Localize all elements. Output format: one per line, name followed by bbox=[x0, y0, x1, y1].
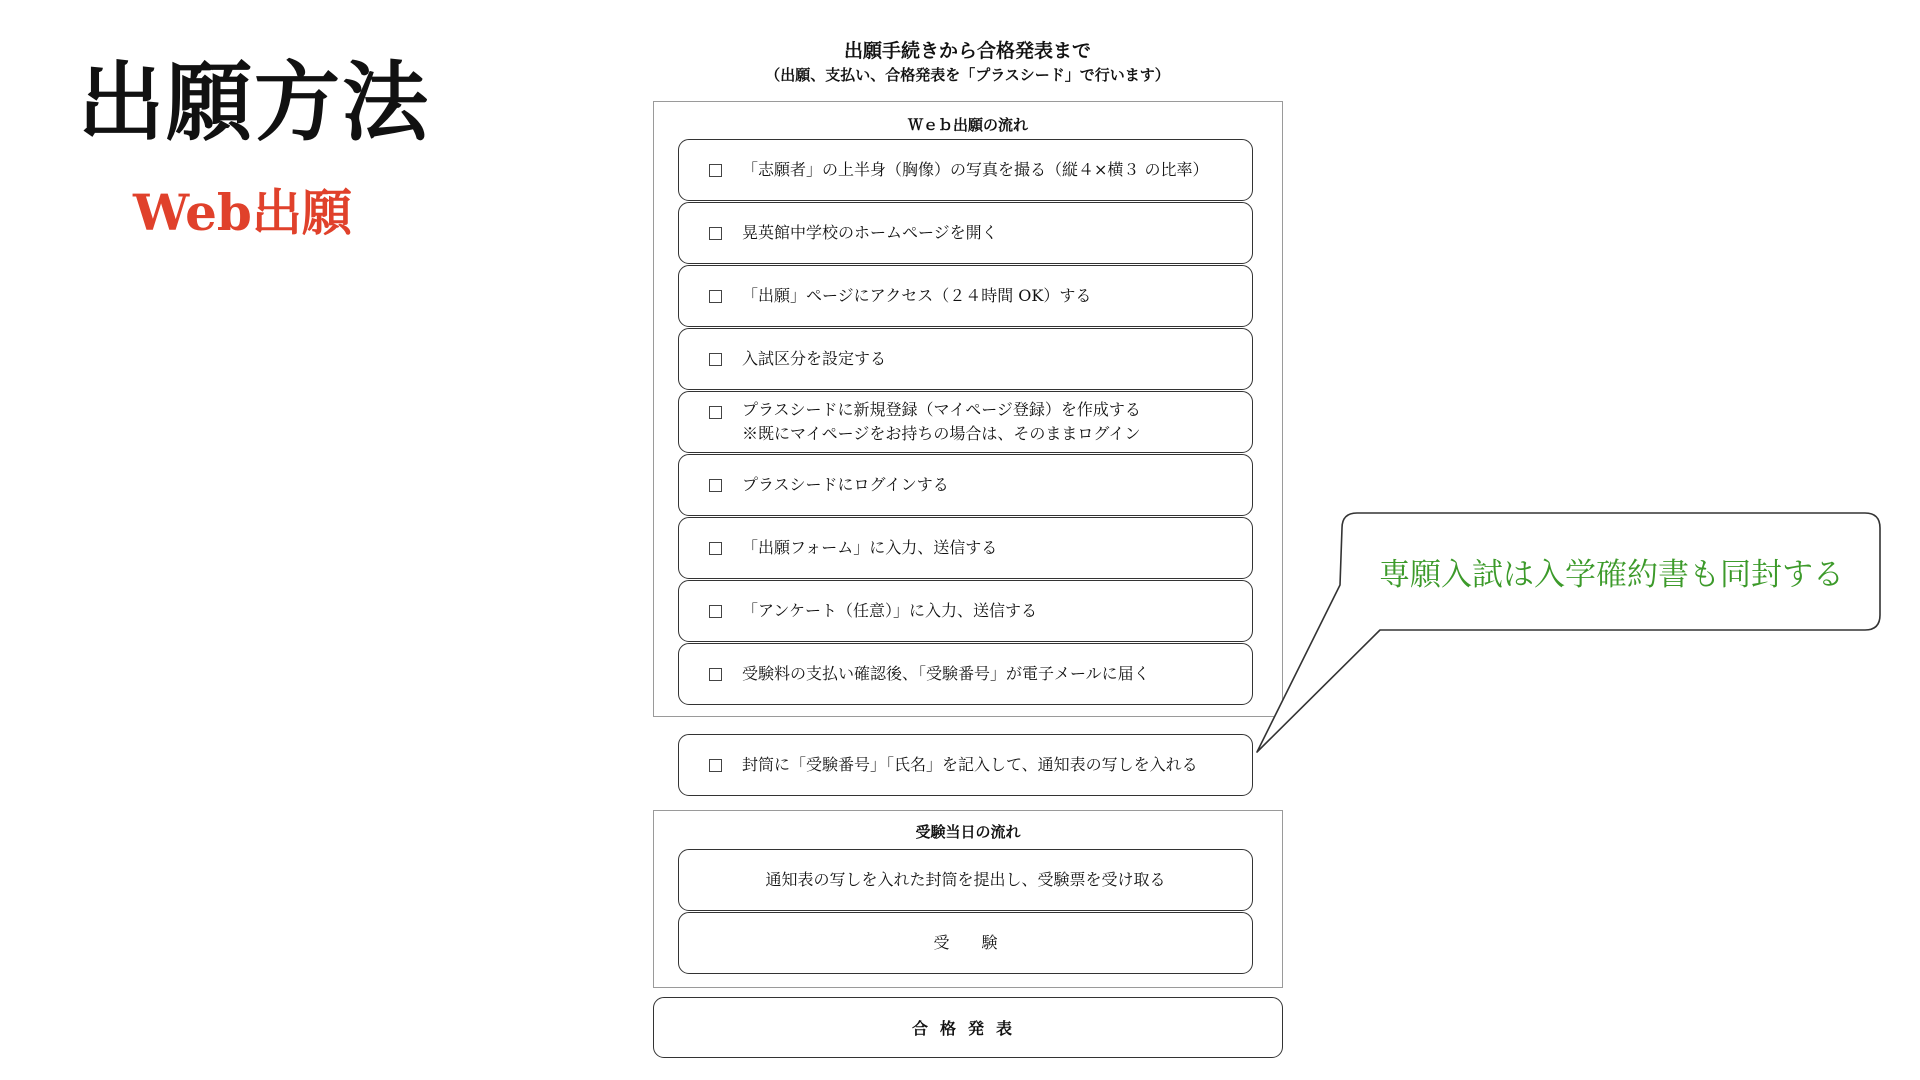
step-label: 通知表の写しを入れた封筒を提出し、受験票を受け取る bbox=[765, 870, 1166, 889]
callout-text: 専願入試は入学確約書も同封する bbox=[1379, 556, 1844, 593]
step-label: 「出願」ページにアクセス（２４時間 OK）する bbox=[742, 286, 1092, 305]
web-flow-title: Ｗｅｂ出願の流れ bbox=[907, 116, 1028, 134]
step-label: プラスシードにログインする bbox=[742, 475, 949, 494]
step-note: ※既にマイページをお持ちの場合は、そのままログイン bbox=[742, 424, 1141, 443]
step-label: 「志願者」の上半身（胸像）の写真を撮る（縦４×横３ の比率） bbox=[742, 160, 1209, 179]
step-label: 入試区分を設定する bbox=[742, 349, 887, 368]
page-subtitle: Web出願 bbox=[133, 183, 352, 242]
exam-day-title: 受験当日の流れ bbox=[915, 823, 1021, 841]
flow-subheading: （出願、支払い、合格発表を「プラスシード」で行います） bbox=[765, 66, 1170, 84]
announcement-box: 合格発表 bbox=[653, 997, 1283, 1058]
step-label: プラスシードに新規登録（マイページ登録）を作成する bbox=[742, 400, 1141, 419]
step-label: 封筒に「受験番号」「氏名」を記入して、通知表の写しを入れる bbox=[742, 755, 1198, 774]
step-label: 「出願フォーム」に入力、送信する bbox=[742, 538, 998, 557]
step-label: 受験料の支払い確認後、「受験番号」が電子メールに届く bbox=[742, 664, 1150, 683]
step-label: 受 験 bbox=[933, 933, 998, 952]
page-title: 出願方法 bbox=[78, 52, 430, 153]
step-label: 「アンケート（任意）」に入力、送信する bbox=[742, 601, 1038, 620]
step-label: 晃英館中学校のホームページを開く bbox=[742, 223, 998, 242]
flow-heading: 出願手続きから合格発表まで bbox=[843, 40, 1091, 62]
